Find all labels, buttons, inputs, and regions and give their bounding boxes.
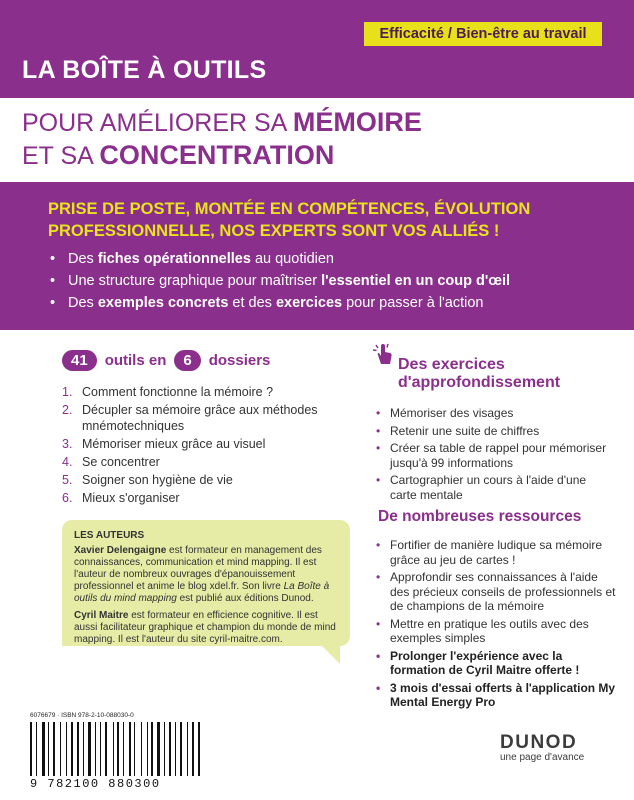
barcode-stripe — [80, 722, 82, 776]
barcode-stripe — [86, 722, 87, 776]
barcode-stripe — [121, 722, 122, 776]
list-item: • Fortifier de manière ludique sa mémoire grâce au jeu de cartes ! — [376, 538, 616, 567]
barcode-stripe — [74, 722, 75, 776]
title-line1-prefix: POUR AMÉLIORER SA — [22, 109, 293, 137]
barcode-stripe — [105, 722, 107, 776]
barcode-stripe — [173, 722, 174, 776]
list-item: 1. Comment fonctionne la mémoire ? — [62, 385, 274, 399]
barcode-stripe — [92, 722, 93, 776]
list-item: 2. Décupler sa mémoire grâce aux méthodes mnémotechniques — [62, 403, 318, 433]
tools-number-badge: 41 — [62, 350, 97, 371]
publisher-logo — [500, 732, 584, 763]
barcode-stripe — [30, 722, 32, 776]
barcode-stripe — [190, 722, 191, 776]
list-item: • Cartographier un cours à l'aide d'une carte mentale — [376, 473, 616, 502]
barcode-stripe — [46, 722, 47, 776]
barcode-stripe — [100, 722, 101, 776]
barcode-stripe — [134, 722, 135, 776]
list-item: • Prolonger l'expérience avec la formation de Cyril Maitre offerte ! — [376, 649, 616, 678]
folders-label: dossiers — [208, 352, 271, 369]
list-item: 3. Mémoriser mieux grâce au visuel — [62, 437, 266, 451]
barcode-stripe — [113, 722, 114, 776]
title-line2-bold: CONCENTRATION — [99, 140, 335, 170]
promo-bullets — [48, 248, 510, 314]
resources-heading: De nombreuses ressources — [378, 508, 582, 525]
title-line2-prefix: ET SA — [22, 142, 100, 170]
barcode-stripe — [141, 722, 142, 776]
barcode-stripe — [192, 722, 194, 776]
barcode-stripe — [175, 722, 176, 776]
barcode-stripe — [56, 722, 58, 776]
list-item: 5. Soigner son hygiène de vie — [62, 473, 233, 487]
barcode — [30, 712, 232, 792]
barcode-stripe — [132, 722, 133, 776]
barcode-stripe — [164, 722, 165, 776]
barcode-stripe — [66, 722, 67, 776]
barcode-stripe — [36, 722, 37, 776]
list-item: • Mettre en pratique les outils avec des exemples simples — [376, 617, 616, 646]
promo-bullet: • Des fiches opérationnelles au quotidien — [48, 248, 510, 270]
list-item: • Mémoriser des visages — [376, 406, 616, 421]
list-item: • Créer sa table de rappel pour mémoriser jusqu'à 99 informations — [376, 441, 616, 470]
barcode-stripe — [151, 722, 153, 776]
barcode-digits: 9 782100 880300 — [30, 777, 161, 791]
barcode-stripe — [137, 722, 140, 776]
barcode-stripe — [115, 722, 116, 776]
barcode-stripe — [88, 722, 91, 776]
pointer-hand-icon — [372, 342, 394, 366]
barcode-bars — [30, 722, 232, 776]
category-tag: Efficacité / Bien-être au travail — [364, 22, 602, 46]
tools-count — [62, 350, 270, 371]
barcode-stripe — [60, 722, 61, 776]
barcode-stripe — [147, 722, 148, 776]
list-item: 6. Mieux s'organiser — [62, 491, 180, 505]
list-item: • 3 mois d'essai offerts à l'application My Mental Energy Pro — [376, 681, 616, 710]
barcode-stripe — [155, 722, 156, 776]
authors-box — [62, 520, 350, 646]
exercises-list — [376, 406, 616, 505]
book-title — [22, 106, 422, 172]
barcode-stripe — [62, 722, 65, 776]
barcode-stripe — [183, 722, 186, 776]
exercises-heading: Des exercices d'approfondissement — [398, 356, 561, 391]
barcode-stripe — [149, 722, 150, 776]
tools-label: outils en — [104, 352, 167, 369]
barcode-stripe — [177, 722, 178, 776]
barcode-stripe — [198, 722, 200, 776]
promo-bullet: • Des exemples concrets et des exercices pour passer à l'action — [48, 292, 510, 314]
isbn-text: 6076679 · ISBN 978-2-10-088030-0 — [30, 712, 134, 719]
promo-bullet: • Une structure graphique pour maîtriser l'essentiel en un coup d'œil — [48, 270, 510, 292]
barcode-stripe — [125, 722, 127, 776]
barcode-stripe — [123, 722, 124, 776]
barcode-stripe — [117, 722, 119, 776]
barcode-stripe — [180, 722, 182, 776]
promo-headline: PRISE DE POSTE, MONTÉE EN COMPÉTENCES, ÉVOLUTION PROFESSIONNELLE, NOS EXPERTS SONT VOS ALLIÉS ! — [48, 200, 531, 240]
barcode-stripe — [129, 722, 131, 776]
barcode-stripe — [195, 722, 196, 776]
barcode-stripe — [95, 722, 96, 776]
title-line1-bold: MÉMOIRE — [292, 107, 422, 137]
series-title: LA BOÎTE À OUTILS — [22, 56, 267, 84]
authors-heading: LES AUTEURS — [74, 530, 145, 541]
barcode-stripe — [161, 722, 162, 776]
barcode-stripe — [187, 722, 188, 776]
publisher-tagline: une page d'avance — [500, 752, 585, 763]
barcode-stripe — [169, 722, 171, 776]
barcode-stripe — [38, 722, 40, 776]
barcode-stripe — [53, 722, 55, 776]
barcode-stripe — [48, 722, 49, 776]
barcode-stripe — [108, 722, 111, 776]
barcode-stripe — [143, 722, 145, 776]
list-item: 4. Se concentrer — [62, 455, 160, 469]
barcode-stripe — [71, 722, 73, 776]
barcode-stripe — [103, 722, 104, 776]
author-2-bio: Cyril Maitre est formateur en efficience cognitive. Il est aussi facilitateur graphique et champion du monde de mind mapping. Il est l'auteur du site cyril-maitre.com. — [74, 610, 336, 645]
speech-bubble-tail — [318, 642, 340, 664]
folders-number-badge: 6 — [174, 350, 200, 371]
barcode-stripe — [166, 722, 168, 776]
barcode-stripe — [42, 722, 45, 776]
barcode-stripe — [69, 722, 70, 776]
list-item: • Approfondir ses connaissances à l'aide des précieux conseils de professionnels et de champions de la mémoire — [376, 570, 616, 614]
list-item: • Retenir une suite de chiffres — [376, 424, 616, 439]
publisher-name: DUNOD — [500, 732, 578, 753]
barcode-stripe — [97, 722, 99, 776]
barcode-stripe — [51, 722, 52, 776]
barcode-stripe — [157, 722, 160, 776]
chapter-list — [62, 384, 332, 508]
barcode-stripe — [34, 722, 35, 776]
barcode-stripe — [201, 722, 202, 776]
barcode-stripe — [77, 722, 79, 776]
resources-list — [376, 538, 616, 713]
author-1-bio: Xavier Delengaigne est formateur en management des connaissances, communication et mind mapping. Il est l'auteur de nombreux ouvrages d'épanouissement professionnel et anime le blog xdel.fr. Son livre La Boîte à outils du mind mapping est publié aux éditions Dunod. — [74, 545, 330, 604]
barcode-stripe — [83, 722, 84, 776]
